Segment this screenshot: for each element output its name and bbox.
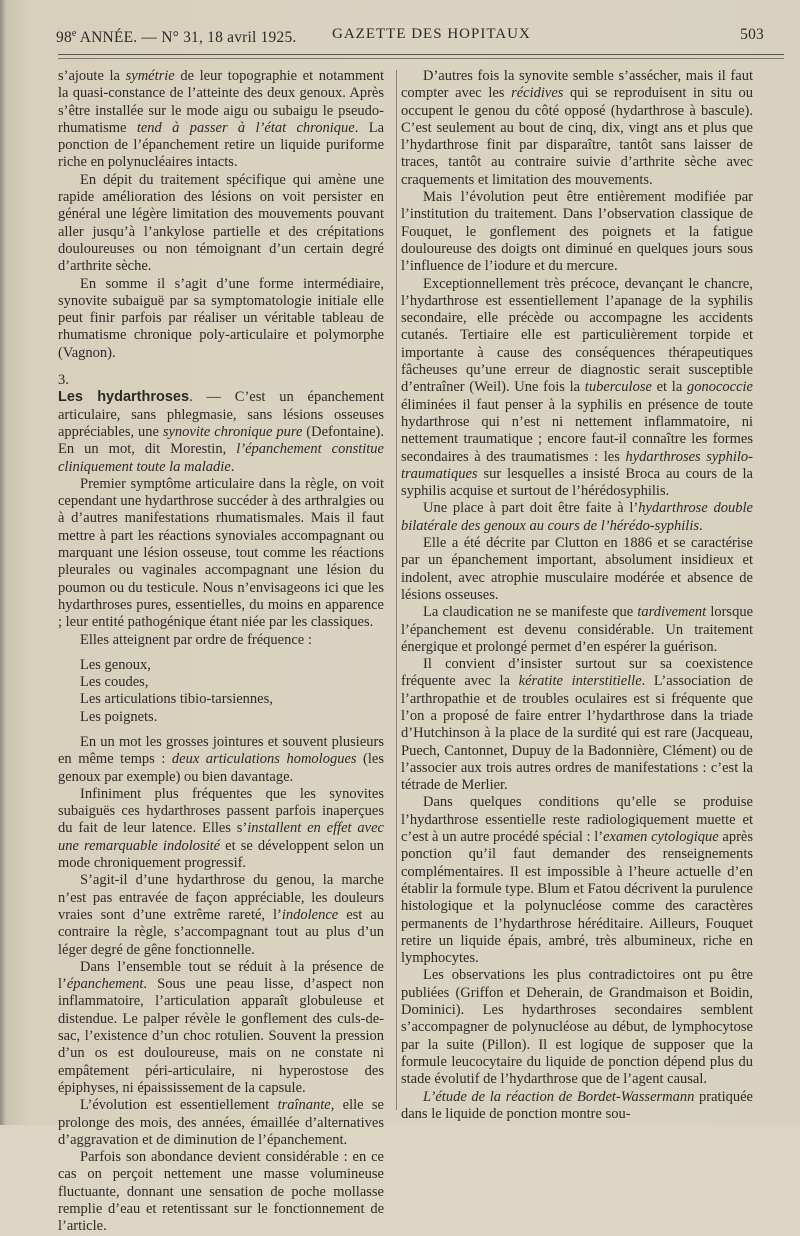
text-run: sur lesquelles a insisté Broca au cours de la syphilis acquise et surtout de l’hérédosyphilis. [401,465,753,500]
italic-text: gonococcie [686,379,753,396]
paragraph [58,872,384,958]
issue-date: N° 31, 18 avril 1925. [161,29,297,47]
text-run: Infiniment plus fréquentes que les synovites subaiguës ces hydarthroses passent parfois inaperçues du fait de leur latence. Elles s’ [58,785,384,837]
italic-text: indolence [281,906,339,923]
italic-text: hydarthrose double bilatérale des genoux au cours de l’hérédo-syphilis [401,500,753,534]
paragraph [401,794,753,967]
italic-text: symétrie [125,68,175,84]
text-run: après ponction qu’il faut demander des renseignements complémentaires. Il est impossible à l’heure actuelle d’en établir la formule type. Blum et Fatou décrivent la purulence histologique et la polynucléose comme des caractères permanents de l’hydarthrose héréditaire. Ailleurs, Fouquet retire un liquide épais, ambré, très albumineux, riche en lymphocytes. [401,829,753,967]
list-item: Les articulations tibio-tarsiennes, [80,691,273,708]
paragraph: Elles atteignent par ordre de fréquence : [80,631,312,648]
text-run: En un mot les grosses jointures et souvent plusieurs en même temps : [58,733,384,768]
text-run: . L’association de l’arthropathie et de troubles oculaires est si fréquente que l’on a proposé de faire entrer l’hydarthrose dans la triade d’Hutchinson à la place de la surdité qui est rare (Jacqueau, Puech, Cantonnet, Dupuy de la Badonnière, Clément) ou de l’associer aux trois autres ordres de manifestations : c’est la tétrade de Merlier. [401,673,754,794]
text-run: pratiquée dans le liquide de ponction montre sou- [401,1088,753,1122]
header-rule-bottom [58,58,784,59]
text-run: Dans l’ensemble tout se réduit à la présence de l’ [58,958,384,993]
paragraph [401,68,753,189]
header-rule-top [58,54,784,55]
joint-list [80,657,384,726]
text-run: , elle se prolonge des mois, des années, émaillée d’alternatives d’aggravation et de diminution de l’épanchement. [58,1097,384,1148]
right-column [401,68,753,1123]
list-item: Les coudes, [80,674,149,691]
italic-text: tend à passer à l’état chronique [136,119,355,136]
text-run: S’agit-il d’une hydarthrose du genou, la marche n’est pas entravée de façon appréciable, les douleurs vraies sont d’une extrême rareté, l’ [58,872,384,923]
year-word: ANNÉE. — [76,29,162,47]
text-run: (les genoux par exemple) ou bien davantage. [58,751,384,785]
journal-title: GAZETTE DES HOPITAUX [332,26,531,42]
left-column [58,68,384,1236]
text-run: L’évolution est essentiellement [80,1097,278,1114]
paragraph: En somme il s’agit d’une forme intermédiaire, synovite subaiguë par sa symptomatologie initiale elle peut finir parfois par réaliser un véritable tableau de rhumatisme chronique poly-articulaire et polymorphe (Vagnon). [58,275,384,361]
section-heading: Les hydarthroses [58,389,190,406]
text-run: et se développent selon un mode chroniquement progressif. [58,837,384,872]
text-run: (Defontaine). En un mot, dit Morestin, [58,423,384,458]
paragraph [58,959,384,1097]
page-number: 503 [740,26,764,43]
paragraph [401,500,753,535]
italic-text: épanchement [66,976,144,993]
italic-text: tardivement [637,604,707,621]
text-run: . — C’est un épanchement articulaire, sans phlegmasie, sans lésions osseuses appréciables, une [58,389,384,440]
paragraph [401,276,753,501]
year-number: 98 [56,29,72,47]
running-header [56,26,784,52]
paragraph [58,1097,384,1149]
text-run: de leur topographie et notamment la quasi-constance de l’atteinte des deux genoux. Après s’être installée sur le mode aigu ou subaigu le pseudo-rhumatisme [58,68,385,136]
text-run: . [230,458,235,475]
italic-text: récidives [511,85,564,102]
paragraph: En dépit du traitement spécifique qui amène une rapide amélioration des lésions on voit persister en général une légère limitation des mouvements pouvant aller jusqu’à l’ankylose partielle et des crépitations douloureuses ou non témoignant d’un certain degré d’arthrite sèche. [58,171,384,275]
italic-text: L’étude de la réaction de Bordet-Wassermann [423,1088,695,1105]
paragraph [58,786,384,872]
paragraph [401,656,753,794]
text-run: D’autres fois la synovite semble s’assécher, mais il faut compter avec les [401,68,753,102]
column-divider [396,70,397,1110]
italic-text: kératite interstitielle [518,673,642,690]
italic-text: deux articulations homologues [171,751,357,768]
text-run: . [699,517,703,534]
italic-text: synovite chronique pure [162,423,303,440]
italic-text: installent en effet avec une remarquable indolosité [58,820,384,854]
text-run: Une place à part doit être faite à l’ [423,500,639,517]
text-run: Dans quelques conditions qu’elle se produise l’hydarthrose essentielle reste radiologiquement muette et c’est à un autre procédé spécial : l’ [401,794,753,846]
paragraph [401,604,753,656]
italic-text: hydarthroses syphilo-traumatiques [401,448,753,482]
section-number: 3. [58,372,69,389]
italic-text: examen cytologique [603,829,719,846]
paragraph [58,734,384,786]
year-ordinal: e [71,28,77,39]
text-run: . La ponction de l’épanchement retire un liquide puriforme riche en polynucléaires intacts. [58,119,384,171]
text-run: Exceptionnellement très précoce, devançant le chancre, l’hydarthrose est essentiellement l’apanage de la syphilis secondaire, elle précède ou accompagne les accidents cutanés. Tertiaire elle est particulièrement torpide et importante à cause des conséquences thérapeutiques fâcheuses qu’une erreur de diagnostic serait susceptible d’entraîner (Weil). Une fois la [401,275,753,396]
text-run: s’ajoute la [58,68,126,84]
paragraph: Premier symptôme articulaire dans la règle, on voit cependant une hydarthrose succéder à des arthralgies ou à d’autres manifestations rhumatismales. Mais il faut mettre à part les réactions synoviales accompagnant ou marquant une lésion osseuse, tout comme les réactions pleurales ou vaginales accompagnant une lésion du poumon ou du testicule. Nous n’envisageons ici que les hydarthroses pures, essentielles, du moins en apparence ; leur entité pathogénique étant niée par les classiques. [58,475,384,631]
text-run: éliminées il faut penser à la syphilis en présence de toute hydarthrose qui n’est ni nettement inflammatoire, ni nettement traumatique ; encore faut-il connaître les formes secondaires à des traumatismes : les [401,396,753,465]
italic-text: l’épanchement constitue cliniquement toute la maladie [58,441,384,475]
paragraph: Mais l’évolution peut être entièrement modifiée par l’institution du traitement. Dans l’observation classique de Fouquet, le gonflement des poignets et la fatigue douloureuse des doigts ont diminué en quelques jours sous l’influence de l’iodure et du mercure. [401,189,753,275]
paragraph [401,1089,753,1124]
text-run: et la [651,379,687,396]
list-item: Les genoux, [80,656,151,673]
paragraph: Elle a été décrite par Clutton en 1886 et se caractérise par un épanchement important, absolument insidieux et indolent, avec atrophie musculaire modérée et absence de lésions osseuses. [401,535,753,603]
text-run: Il convient d’insister surtout sur sa coexistence fréquente avec la [401,656,753,690]
italic-text: tuberculose [584,379,652,396]
paragraph [58,68,384,172]
issue-info [56,28,296,47]
paragraph: Les observations les plus contradictoires ont pu être publiées (Griffon et Deherain, de Grandmaison et Boidin, Dominici). Les hydarthroses secondaires semblent s’accompagner de polynucléose au début, de lymphocytose par la suite (Pillon). Il est logique de supposer que la formule leucocytaire du liquide de ponction dépend plus du stade évolutif de l’hydarthrose que de l’agent causal. [401,967,753,1088]
text-run: lorsque l’épanchement est devenu considérable. Un traitement énergique et prolongé permet d’en espérer la guérison. [401,604,754,655]
paragraph: Parfois son abondance devient considérable : en ce cas on perçoit nettement une masse volumineuse fluctuante, donnant une sensation de poche mollasse remplie d’eau et retentissant sur le fonctionnement de l’article. [58,1149,384,1235]
italic-text: traînante [277,1097,331,1114]
list-item: Les poignets. [80,708,158,725]
text-run: . Sous une peau lisse, d’aspect non inflammatoire, l’articulation apparaît globuleuse et distendue. Le palper révèle le gonflement des culs-de-sac, l’existence d’un choc rotulien. Souvent la pression d’un os est douloureuse, mais on ne constate ni empâtement péri-articulaire, ni hyperostose des épiphyses, ni épaississement de la capsule. [58,976,384,1096]
text-run: La claudication ne se manifeste que [423,604,638,621]
text-run: est au contraire la règle, s’accompagnant tout au plus d’un léger degré de gêne fonctionnelle. [58,906,384,958]
text-run: qui se reproduisent in situ ou occupent le genou du côté opposé (hydarthrose à bascule). C’est seulement au bout de cinq, dix, vingt ans et plus que l’hydarthrose finit par disparaître, tantôt sans laisser de traces, tantôt au contraire suivie d’arthrite sèche avec craquements et limitation des mouvements. [401,85,753,188]
section-paragraph [58,372,384,389]
